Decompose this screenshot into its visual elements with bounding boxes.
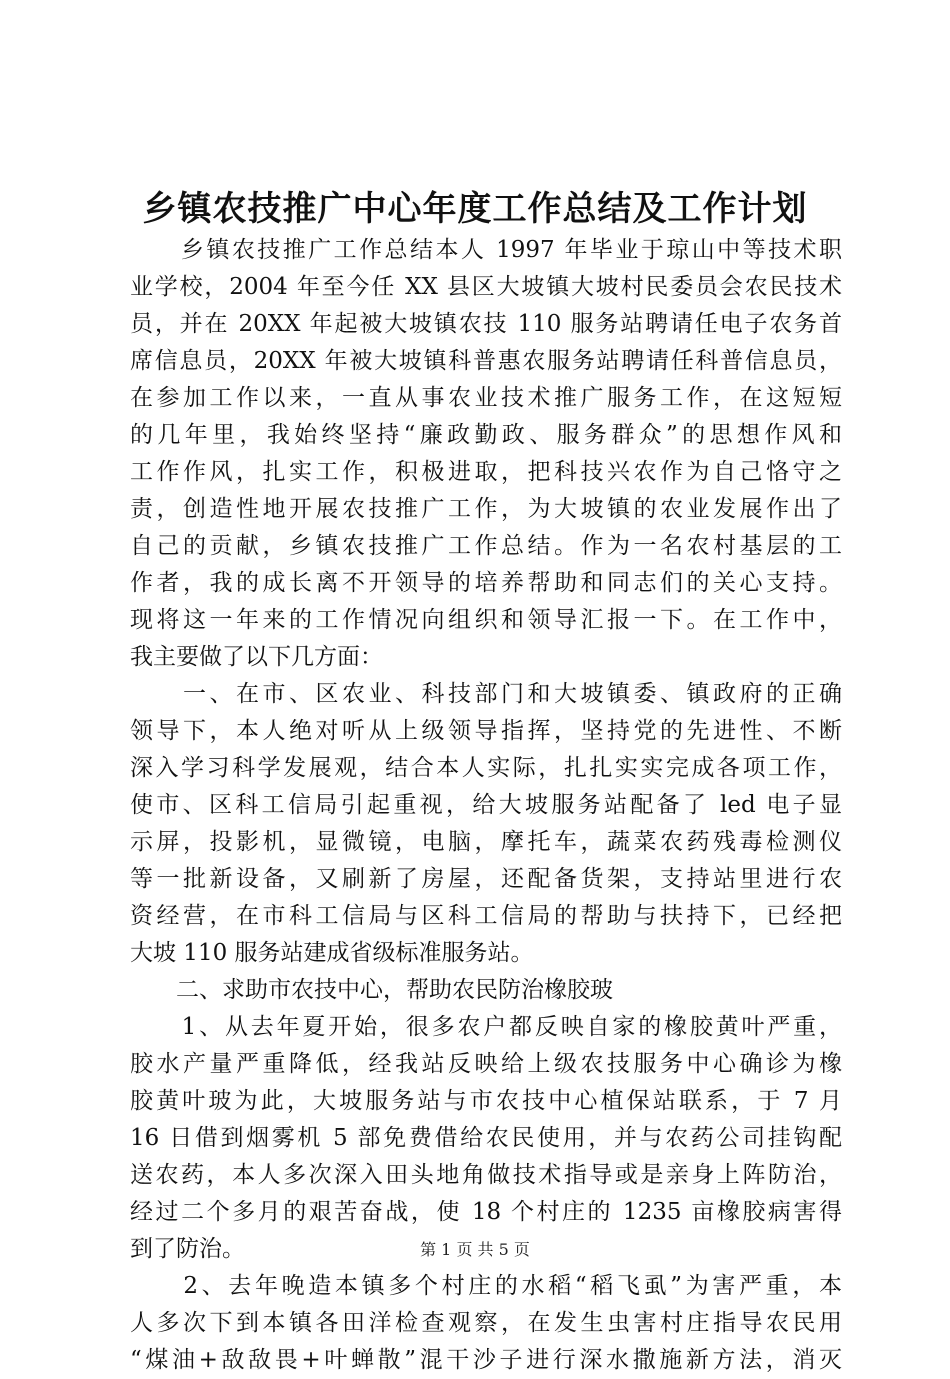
body-line: 1、从去年夏开始，很多农户都反映自家的橡胶黄叶严重， <box>130 1014 842 1040</box>
document-body <box>130 232 842 1379</box>
document-title: 乡镇农技推广中心年度工作总结及工作计划 <box>142 189 808 229</box>
body-line: 在参加工作以来，一直从事农业技术推广服务工作，在这短短 <box>130 385 842 411</box>
body-line: 领导下，本人绝对听从上级领导指挥，坚持党的先进性、不断 <box>130 718 842 744</box>
body-line: 资经营，在市科工信局与区科工信局的帮助与扶持下，已经把 <box>130 903 842 929</box>
page-footer: 第 1 页 共 5 页 <box>420 1240 530 1259</box>
body-line: 现将这一年来的工作情况向组织和领导汇报一下。在工作中， <box>130 607 842 633</box>
body-line: 二、求助市农技中心，帮助农民防治橡胶玻 <box>130 977 613 1003</box>
body-line: 送农药，本人多次深入田头地角做技术指导或是亲身上阵防治， <box>130 1162 842 1188</box>
body-line: 到了防治。 <box>130 1236 245 1262</box>
body-line: 示屏，投影机，显微镜，电脑，摩托车，蔬菜农药残毒检测仪 <box>130 829 842 855</box>
body-line: 员，并在 20XX 年起被大坡镇农技 110 服务站聘请任电子农务首 <box>130 311 842 337</box>
body-line: 使市、区科工信局引起重视，给大坡服务站配备了 led 电子显 <box>130 792 842 818</box>
body-line: 经过二个多月的艰苦奋战，使 18 个村庄的 1235 亩橡胶病害得 <box>130 1199 842 1225</box>
body-line: 的几年里，我始终坚持“廉政勤政、服务群众”的思想作风和 <box>130 422 842 448</box>
body-line: 自己的贡献，乡镇农技推广工作总结。作为一名农村基层的工 <box>130 533 842 559</box>
body-line: 乡镇农技推广工作总结本人 1997 年毕业于琼山中等技术职 <box>130 237 842 263</box>
body-line: 我主要做了以下几方面： <box>130 644 383 670</box>
body-line: 责，创造性地开展农技推广工作，为大坡镇的农业发展作出了 <box>130 496 842 522</box>
body-line: 深入学习科学发展观，结合本人实际，扎扎实实完成各项工作， <box>130 755 842 781</box>
body-line: 2、去年晚造本镇多个村庄的水稻“稻飞虱”为害严重，本 <box>130 1273 842 1299</box>
body-line: 胶黄叶玻为此，大坡服务站与市农技中心植保站联系，于 7 月 <box>130 1088 842 1114</box>
body-line: 一、在市、区农业、科技部门和大坡镇委、镇政府的正确 <box>130 681 842 707</box>
body-line: 作者，我的成长离不开领导的培养帮助和同志们的关心支持。 <box>130 570 842 596</box>
body-line: “煤油+敌敌畏+叶蝉散”混干沙子进行深水撒施新方法，消灭 <box>130 1347 842 1373</box>
body-line: 大坡 110 服务站建成省级标准服务站。 <box>130 940 534 966</box>
body-line: 工作作风，扎实工作，积极进取，把科技兴农作为自己恪守之 <box>130 459 842 485</box>
body-line: 人多次下到本镇各田洋检查观察，在发生虫害村庄指导农民用 <box>130 1310 842 1336</box>
body-line: 胶水产量严重降低，经我站反映给上级农技服务中心确诊为橡 <box>130 1051 842 1077</box>
body-line: 等一批新设备，又刷新了房屋，还配备货架，支持站里进行农 <box>130 866 842 892</box>
body-line: 业学校，2004 年至今任 XX 县区大坡镇大坡村民委员会农民技术 <box>130 274 842 300</box>
body-line: 席信息员，20XX 年被大坡镇科普惠农服务站聘请任科普信息员， <box>130 348 842 374</box>
body-line: 16 日借到烟雾机 5 部免费借给农民使用，并与农药公司挂钩配 <box>130 1125 842 1151</box>
